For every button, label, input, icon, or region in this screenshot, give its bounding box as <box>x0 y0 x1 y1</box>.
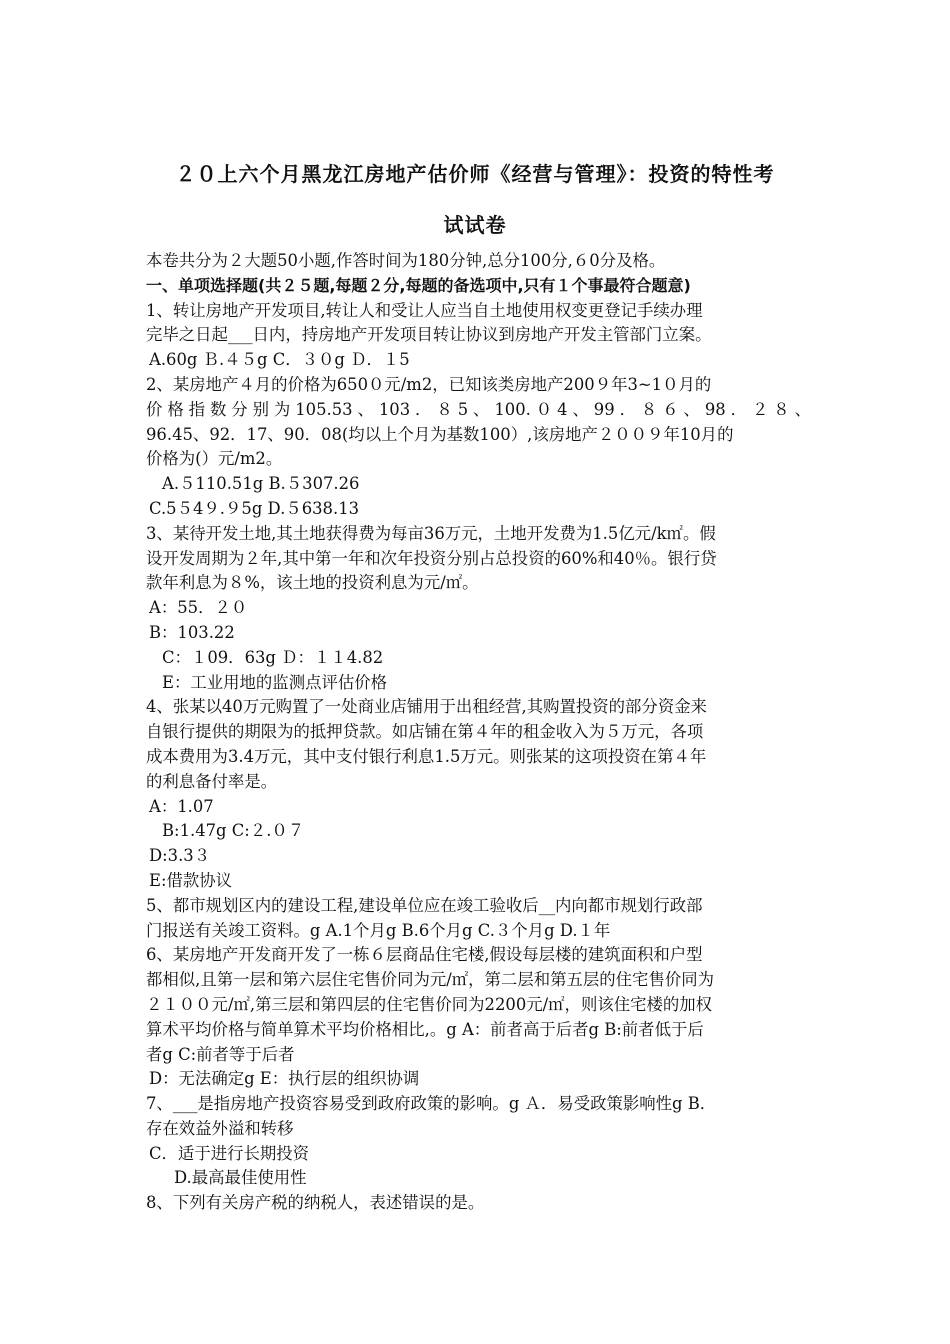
question-4-options-b-c: B:1.47g C:２.０７ <box>162 821 305 841</box>
question-2-options-a-b: A.５110.51g B.５307.26 <box>162 474 360 494</box>
question-2-line-4: 价格为(）元/m2。 <box>146 449 283 469</box>
question-1-line-1: 1、转让房地产开发项目,转让人和受让人应当自土地使用权变更登记手续办理 <box>146 300 703 320</box>
exam-intro: 本卷共分为２大题50小题,作答时间为180分钟,总分100分,６0分及格。 <box>146 251 666 270</box>
question-4-option-a: A：1.07 <box>149 796 214 816</box>
question-3-line-2: 设开发周期为２年,其中第一年和次年投资分别占总投资的60%和40％。银行贷 <box>146 548 717 568</box>
question-6-line-3: ２１００元/㎡,第三层和第四层的住宅售价同为2200元/㎡，则该住宅楼的加权 <box>146 994 713 1014</box>
question-3-option-a: A：55．２０ <box>149 598 248 618</box>
question-2-options-c-d: C.5５4９.９5g D.５638.13 <box>149 498 360 518</box>
question-7-option-c: C．适于进行长期投资 <box>149 1143 310 1163</box>
document-title-line-2: 试试卷 <box>443 213 507 237</box>
question-5-line-2: 门报送有关竣工资料。g A.1个月g B.6个月g C.３个月g D.１年 <box>146 920 611 940</box>
question-3-line-1: 3、某待开发土地,其土地获得费为每亩36万元，土地开发费为1.5亿元/k㎡。假 <box>146 523 716 543</box>
question-2-line-3: 96.45、92．17、90．08(均以上个月为基数100）,该房地产２００９年10月的 <box>146 424 734 444</box>
question-8-line-1: 8、下列有关房产税的纳税人，表述错误的是。 <box>146 1193 485 1213</box>
question-3-options-c-d: C：１09．63g Ｄ：１１4.82 <box>162 647 384 667</box>
question-1-line-2: 完毕之日起___日内，持房地产开发项目转让协议到房地产开发主管部门立案。 <box>146 325 712 345</box>
question-4-line-3: 成本费用为3.4万元，其中支付银行利息1.5万元。则张某的这项投资在第４年 <box>146 746 707 766</box>
question-6-line-4: 算术平均价格与简单算术平均价格相比,。g A：前者高于后者g B:前者低于后 <box>146 1019 704 1039</box>
section-heading-single-choice: 一、单项选择题(共２５题,每题２分,每题的备选项中,只有１个事最符合题意) <box>146 275 691 295</box>
question-7-line-2: 存在效益外溢和转移 <box>146 1118 294 1138</box>
question-4-line-1: 4、张某以40万元购置了一处商业店铺用于出租经营,其购置投资的部分资金来 <box>146 697 707 717</box>
question-2-line-2: 价格指数分别为105.53、103．８5、100.０4、99．８６、98．２８、 <box>146 399 811 419</box>
question-7-option-d: D.最高最佳使用性 <box>174 1168 307 1188</box>
question-4-option-e: E:借款协议 <box>149 870 233 890</box>
question-6-line-5: 者g C:前者等于后者 <box>146 1044 295 1064</box>
question-6-line-1: 6、某房地产开发商开发了一栋６层商品住宅楼,假设每层楼的建筑面积和户型 <box>146 945 703 965</box>
question-2-line-1: 2、某房地产４月的价格为650０元/m2，已知该类房地产200９年3~1０月的 <box>146 374 712 394</box>
document-body <box>146 249 811 1216</box>
document-title-line-1: ２０上六个月黑龙江房地产估价师《经营与管理》：投资的特性考 <box>175 162 775 186</box>
question-3-option-b: B：103.22 <box>149 622 235 642</box>
question-4-option-d: D:3.3３ <box>149 846 211 866</box>
question-6-line-2: 都相似,且第一层和第六层住宅售价同为元/㎡，第二层和第五层的住宅售价同为 <box>146 970 715 990</box>
question-4-line-2: 自银行提供的期限为的抵押贷款。如店铺在第４年的租金收入为５万元，各项 <box>146 722 704 742</box>
question-4-line-4: 的利息备付率是。 <box>146 771 278 791</box>
question-6-options-d-e: D：无法确定g E：执行层的组织协调 <box>149 1069 420 1089</box>
question-7-line-1: 7、___是指房地产投资容易受到政府政策的影响。g Ａ．易受政策影响性g B． <box>146 1094 717 1114</box>
question-5-line-1: 5、都市规划区内的建设工程,建设单位应在竣工验收后__内向都市规划行政部 <box>146 895 703 915</box>
question-1-options: A.60g Ｂ.４５g C．３０g Ｄ．１5 <box>149 350 410 370</box>
question-3-option-e: E：工业用地的监测点评估价格 <box>162 672 388 692</box>
question-3-line-3: 款年利息为８%，该土地的投资利息为元/㎡。 <box>146 573 479 593</box>
